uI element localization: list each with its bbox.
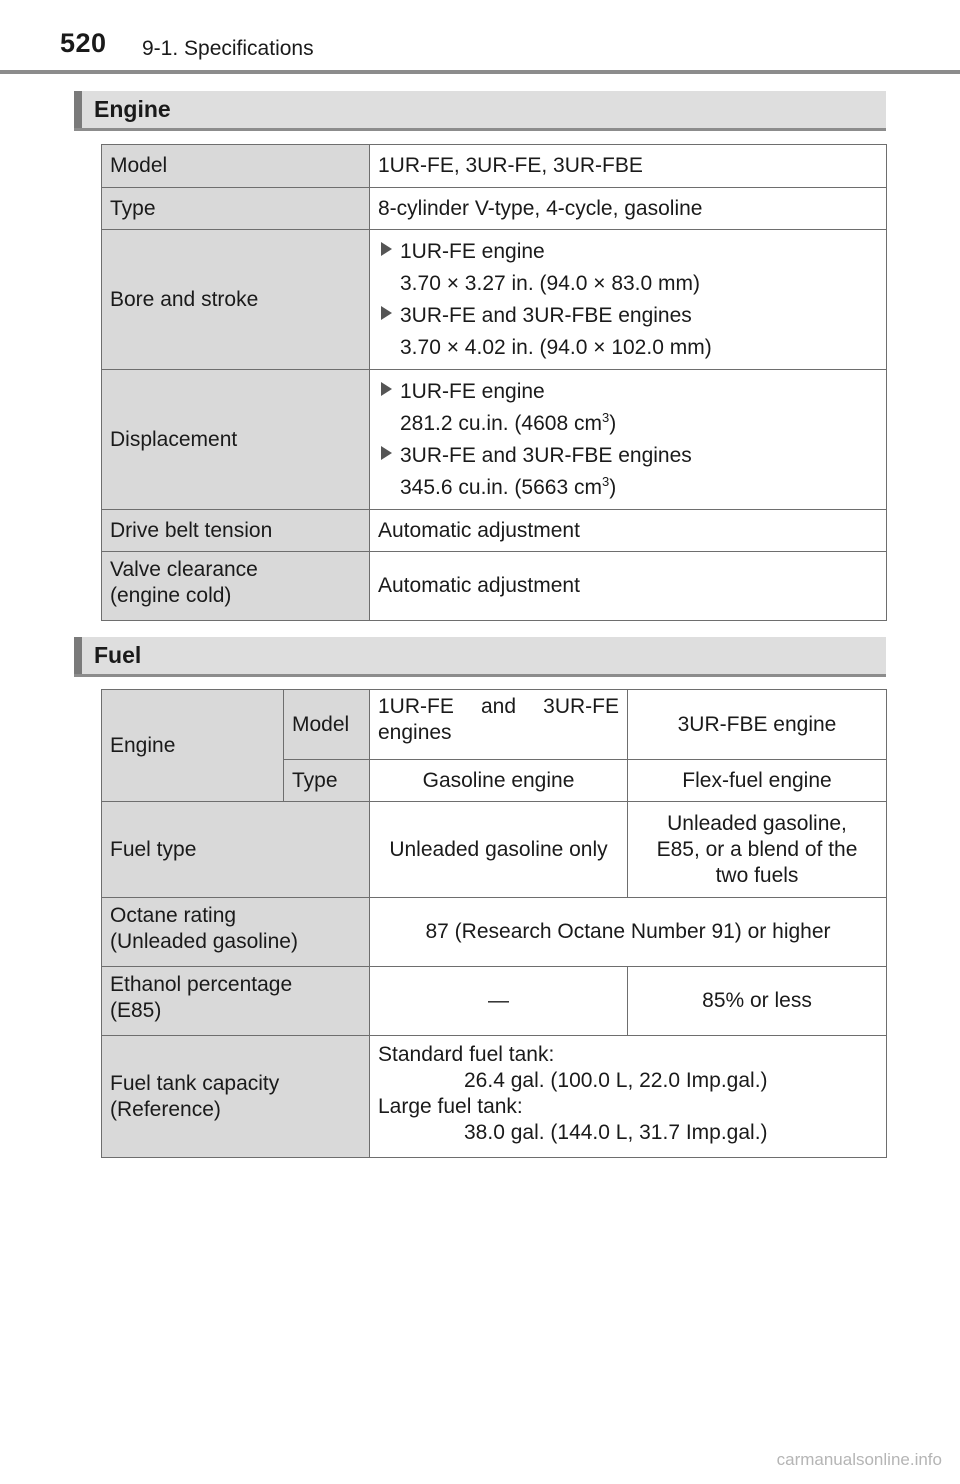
- ethanol-col1: —: [370, 967, 628, 1036]
- displacement-engine-2: 3UR-FE and 3UR-FBE engines: [378, 440, 878, 472]
- model-word: 3UR-FE: [543, 695, 619, 718]
- fuel-type-label: Type: [284, 760, 370, 802]
- fuel-kind-label: Fuel type: [102, 802, 370, 898]
- displacement-number-2: 345.6 cu.in. (5663 cm: [400, 475, 602, 499]
- table-row: [102, 898, 887, 967]
- tank-large-label: Large fuel tank:: [378, 1095, 523, 1118]
- fuel-heading: [74, 637, 886, 677]
- ethanol-label: [102, 967, 370, 1036]
- engine-type-value: 8-cylinder V-type, 4-cycle, gasoline: [370, 188, 887, 230]
- tank-value: [370, 1036, 887, 1158]
- valve-label-line-2: (engine cold): [110, 584, 232, 607]
- superscript-3: 3: [601, 473, 610, 489]
- ethanol-col2: 85% or less: [628, 967, 887, 1036]
- engine-model-label: Model: [102, 145, 370, 188]
- page-header: [0, 0, 960, 76]
- displacement-engine-1: 1UR-FE engine: [378, 376, 878, 408]
- tank-label-line-2: (Reference): [110, 1097, 221, 1121]
- fuel-type-col2: Flex-fuel engine: [628, 760, 887, 802]
- tank-standard-label: Standard fuel tank:: [378, 1043, 555, 1066]
- octane-label-line-1: Octane rating: [110, 904, 237, 927]
- displacement-value: [370, 370, 887, 510]
- fuel-heading-text: Fuel: [94, 642, 142, 668]
- fuel-model-col1: [370, 690, 628, 760]
- valve-clearance-label: [102, 552, 370, 621]
- table-row: [102, 690, 887, 760]
- octane-label-line-2: (Unleaded gasoline): [110, 930, 298, 953]
- engine-model-value: 1UR-FE, 3UR-FE, 3UR-FBE: [370, 145, 887, 188]
- engine-table: [101, 144, 887, 621]
- header-divider: [0, 70, 960, 74]
- bore-stroke-value-1: 3.70 × 3.27 in. (94.0 × 83.0 mm): [400, 271, 701, 295]
- bore-stroke-engine-2: 3UR-FE and 3UR-FBE engines: [378, 300, 878, 332]
- drive-belt-label: Drive belt tension: [102, 510, 370, 552]
- table-row: [102, 188, 887, 230]
- displacement-value-1: [378, 408, 878, 440]
- displacement-value-2: [378, 472, 878, 504]
- model-word: and: [480, 695, 517, 718]
- table-row: [102, 230, 887, 370]
- fuel-kind-col1: Unleaded gasoline only: [370, 802, 628, 898]
- fuel-kind-col2-line-3: two fuels: [715, 863, 799, 887]
- table-row: [102, 552, 887, 621]
- table-row: [102, 145, 887, 188]
- fuel-table: [101, 689, 887, 1158]
- section-title: 9-1. Specifications: [142, 37, 314, 60]
- displacement-number-1: 281.2 cu.in. (4608 cm: [400, 411, 602, 435]
- fuel-kind-col2-line-2: E85, or a blend of the: [656, 837, 858, 861]
- bore-stroke-engine-1: 1UR-FE engine: [378, 236, 878, 268]
- page-number: 520: [60, 28, 107, 58]
- tank-label-line-1: Fuel tank capacity: [110, 1071, 280, 1095]
- watermark: carmanualsonline.info: [776, 1450, 942, 1469]
- octane-label: [102, 898, 370, 967]
- ethanol-label-line-1: Ethanol percentage: [110, 973, 293, 996]
- paren-close: ): [609, 475, 617, 499]
- engine-heading: [74, 91, 886, 131]
- fuel-kind-col2: [628, 802, 887, 898]
- bore-stroke-value-2: 3.70 × 4.02 in. (94.0 × 102.0 mm): [400, 335, 712, 359]
- engine-type-label: Type: [102, 188, 370, 230]
- fuel-model-label: Model: [284, 690, 370, 760]
- model-col1-line-2: engines: [378, 721, 452, 744]
- ethanol-label-line-2: (E85): [110, 999, 162, 1022]
- paren-close: ): [609, 411, 617, 435]
- table-row: [102, 1036, 887, 1158]
- octane-value: 87 (Research Octane Number 91) or higher: [370, 898, 887, 967]
- drive-belt-value: Automatic adjustment: [370, 510, 887, 552]
- model-word: 1UR-FE: [378, 695, 454, 718]
- superscript-3: 3: [601, 409, 610, 425]
- bore-stroke-value: [370, 230, 887, 370]
- fuel-type-col1: Gasoline engine: [370, 760, 628, 802]
- tank-standard-value: 26.4 gal. (100.0 L, 22.0 Imp.gal.): [464, 1069, 768, 1092]
- model-col1-line-1: [378, 694, 619, 720]
- bore-stroke-label: Bore and stroke: [102, 230, 370, 370]
- tank-large-value: 38.0 gal. (144.0 L, 31.7 Imp.gal.): [464, 1121, 768, 1144]
- engine-heading-text: Engine: [94, 96, 171, 122]
- valve-label-line-1: Valve clearance: [110, 558, 258, 581]
- table-row: [102, 802, 887, 898]
- displacement-label: Displacement: [102, 370, 370, 510]
- table-row: [102, 370, 887, 510]
- fuel-model-col2: 3UR-FBE engine: [628, 690, 887, 760]
- fuel-kind-col2-line-1: Unleaded gasoline,: [667, 811, 847, 835]
- valve-clearance-value: Automatic adjustment: [370, 552, 887, 621]
- fuel-engine-label: Engine: [102, 690, 284, 802]
- table-row: [102, 510, 887, 552]
- tank-label: [102, 1036, 370, 1158]
- table-row: [102, 967, 887, 1036]
